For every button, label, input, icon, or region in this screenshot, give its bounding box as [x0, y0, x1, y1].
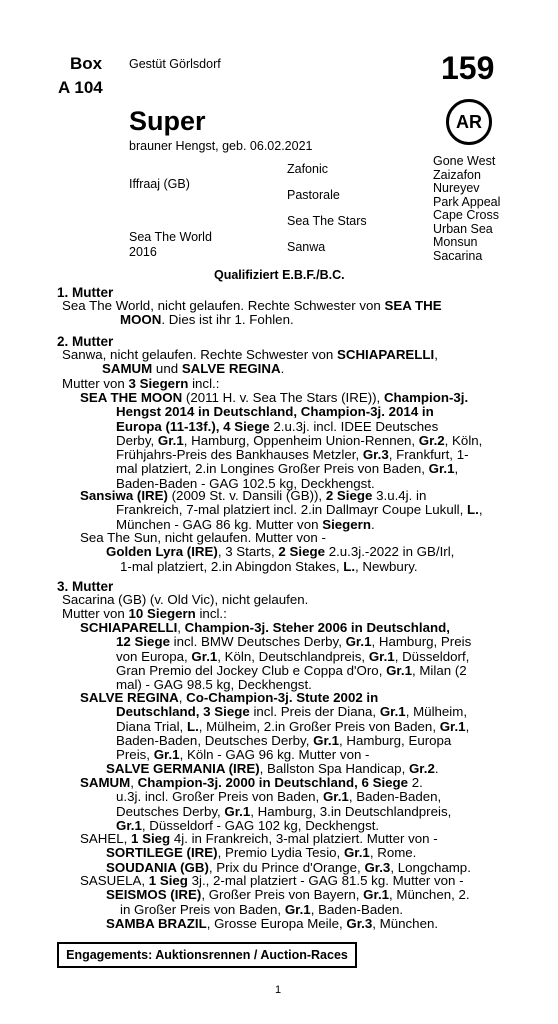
- third-dam-text: Sacarina (GB) (v. Old Vic), nicht gelaufen. Mutter von 10 Siegern incl.:: [62, 592, 309, 622]
- lot-number: 159: [441, 50, 495, 86]
- pedigree-g3-8: Sacarina: [433, 248, 483, 263]
- pedigree-g3-4: Park Appeal: [433, 194, 501, 209]
- pedigree-g3-6: Urban Sea: [433, 221, 493, 236]
- horse-name: Super: [129, 106, 206, 136]
- first-dam-text: Sea The World, nicht gelaufen. Rechte Schwester von SEA THE MOON. Dies ist ihr 1. Fohlen.: [62, 298, 442, 328]
- schiaparelli-entry: SCHIAPARELLI, Champion-3j. Steher 2006 in Deutschland, 12 Siege incl. BMW Deutsches Derby, Gr.1, Hamburg, Preis von Europa, Gr.1, Köln, Deutschlandpreis, Gr.1, Düsseldorf, Gran Premio del Jockey Club e Coppa d'Oro, Gr.1, Milan (2 mal) - GAG 98.5 kg, Deckhengst.: [80, 620, 472, 693]
- pedigree-g3: [433, 155, 500, 263]
- page-number: 1: [275, 984, 282, 996]
- pedigree-g3-2: Zaizafon: [433, 167, 481, 182]
- section-second-dam: 2. Mutter: [57, 334, 114, 349]
- pedigree-dam: Sea The World: [129, 230, 212, 244]
- pedigree-g2-3: Sea The Stars: [287, 214, 367, 228]
- pedigree-g3-7: Monsun: [433, 235, 478, 249]
- section-first-dam: 1. Mutter: [57, 285, 114, 300]
- ar-badge: AR: [446, 99, 492, 145]
- sea-the-sun-entry: Sea The Sun, nicht gelaufen. Mutter von - Golden Lyra (IRE), 3 Starts, 2 Siege 2.u.3j.-2022 in GB/Irl, 1-mal platziert, 2.in Abingdon Stakes, L., Newbury.: [80, 530, 455, 574]
- sea-the-moon-entry: SEA THE MOON (2011 H. v. Sea The Stars (IRE)), Champion-3j. Hengst 2014 in Deutschland, Champion-3j. 2014 in Europa (11-13f.), 4 Siege 2.u.3j. incl. IDEE Deutsches Derby, Gr.1, Hamburg, Oppenheim Union-Rennen, Gr.2, Köln, Frühjahrs-Preis des Bankhauses Metzler, Gr.3, Frankfurt, 1- mal platziert, 2.in Longines Großer Preis von Baden, Gr.1, Baden-Baden - GAG 102.5 kg, Deckhengst.: [80, 390, 483, 491]
- pedigree-g3-3: Nureyev: [433, 181, 480, 195]
- pedigree-sire: Iffraaj (GB): [129, 177, 190, 191]
- pedigree-g3-1: Gone West: [433, 154, 496, 168]
- pedigree-g2-1: Zafonic: [287, 162, 328, 176]
- samum-entry: SAMUM, Champion-3j. 2000 in Deutschland, 6 Siege 2. u.3j. incl. Großer Preis von Baden, Gr.1, Baden-Baden, Deutsches Derby, Gr.1, Hamburg, 3.in Deutschlandpreis, Gr.1, Düsseldorf - GAG 102 kg, Deckhengst.: [80, 775, 452, 833]
- engagements-box: Engagements: Auktionsrennen / Auction-Races: [57, 942, 357, 968]
- breeder: Gestüt Görlsdorf: [129, 57, 221, 71]
- pedigree-g2-4: Sanwa: [287, 240, 326, 254]
- second-dam-text: Sanwa, nicht gelaufen. Rechte Schwester von SCHIAPARELLI, SAMUM und SALVE REGINA. Mutter von 3 Siegern incl.:: [62, 347, 438, 391]
- sansiwa-entry: Sansiwa (IRE) (2009 St. v. Dansili (GB)), 2 Siege 3.u.4j. in Frankreich, 7-mal platziert incl. 2.in Dallmayr Coupe Lukull, L., München - GAG 86 kg. Mutter von Siegern.: [80, 488, 483, 532]
- salve-regina-entry: SALVE REGINA, Co-Champion-3j. Stute 2002 in Deutschland, 3 Siege incl. Preis der Diana, Gr.1, Mülheim, Diana Trial, L., Mülheim, 2.in Großer Preis von Baden, Gr.1, Baden-Baden, Deutsches Derby, Gr.1, Hamburg, Europa Preis, Gr.1, Köln - GAG 96 kg. Mutter von - SALVE GERMANIA (IRE), Ballston Spa Handicap, Gr.2.: [80, 690, 470, 777]
- pedigree-g2-2: Pastorale: [287, 188, 340, 202]
- horse-info: brauner Hengst, geb. 06.02.2021: [129, 139, 313, 153]
- section-third-dam: 3. Mutter: [57, 579, 114, 594]
- box-number: A 104: [58, 78, 103, 97]
- sahel-entry: SAHEL, 1 Sieg 4j. in Frankreich, 3-mal platziert. Mutter von - SORTILEGE (IRE), Premio Lydia Tesio, Gr.1, Rome. SOUDANIA (GB), Prix du Prince d'Orange, Gr.3, Longchamp.: [80, 831, 471, 875]
- qualification: Qualifiziert E.B.F./B.C.: [214, 268, 345, 282]
- pedigree-dam-year: 2016: [129, 245, 157, 259]
- pedigree-g3-5: Cape Cross: [433, 208, 499, 222]
- sasuela-entry: SASUELA, 1 Sieg 3j., 2-mal platziert - GAG 81.5 kg. Mutter von - SEISMOS (IRE), Großer Preis von Bayern, Gr.1, München, 2. in Großer Preis von Baden, Gr.1, Baden-Baden. SAMBA BRAZIL, Grosse Europa Meile, Gr.3, München.: [80, 873, 470, 931]
- box-label: Box: [70, 54, 103, 73]
